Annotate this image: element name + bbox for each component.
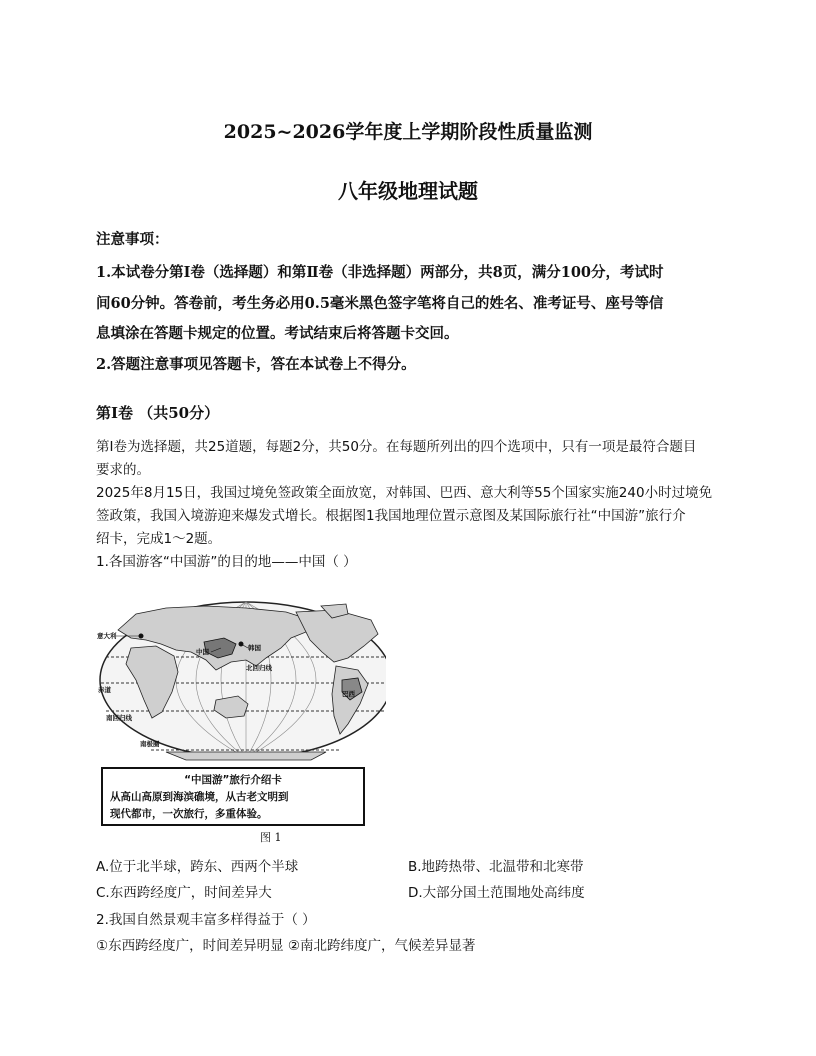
question-2-line-1: ①东西跨经度广，时间差异明显 ②南北跨纬度广，气候差异显著 [96,938,476,954]
figure-1-world-map [96,600,386,848]
label-equator: 赤道 [98,686,111,694]
label-tropic-of-cancer: 北回归线 [246,664,272,672]
question-1-stem: 1.各国游客“中国游”的目的地——中国（ ） [96,554,357,570]
section-1-heading: 第Ⅰ卷 （共50分） [96,404,220,422]
passage-line-1: 2025年8月15日，我国过境免签政策全面放宽，对韩国、巴西、意大利等55个国家实施240小时过境免 [96,485,713,501]
option-b: B.地跨热带、北温带和北寒带 [408,859,584,875]
option-d: D.大部分国土范围地处高纬度 [408,885,585,901]
exam-subtitle: 八年级地理试题 [338,179,478,203]
label-italy: 意大利 [97,632,117,640]
passage-line-2: 签政策，我国入境游迎来爆发式增长。根据图1我国地理位置示意图及某国际旅行社“中国游”旅行介 [96,508,686,524]
section-1-intro [96,436,726,574]
notice-item-1 [96,258,726,380]
option-a: A.位于北半球，跨东、西两个半球 [96,859,299,875]
label-tropic-of-capricorn: 南回归线 [106,714,132,722]
figure-1-caption: 图 1 [260,831,282,844]
notice-item-1-line-2: 间60分钟。答卷前，考生务必用0.5毫米黑色签字笔将自己的姓名、准考证号、座号等信 [96,294,664,312]
label-korea: 韩国 [248,644,261,652]
notice-section [96,225,726,256]
notice-item-2: 2.答题注意事项见答题卡，答在本试卷上不得分。 [96,355,416,373]
notice-item-1-line-3: 息填涂在答题卡规定的位置。考试结束后将答题卡交回。 [96,325,459,342]
intro-line-1: 第Ⅰ卷为选择题，共25道题，每题2分，共50分。在每题所列出的四个选项中，只有一项是最符合题目 [96,439,697,455]
travel-card-line-1: 从高山高原到海滨礁境，从古老文明到 [110,791,289,803]
notice-item-1-line-1: 1.本试卷分第Ⅰ卷（选择题）和第Ⅱ卷（非选择题）两部分，共8页，满分100分，考试时 [96,264,664,281]
travel-card-line-2: 现代都市，一次旅行，多重体验。 [110,808,268,820]
intro-line-2: 要求的。 [96,462,150,478]
passage-line-3: 绍卡，完成1～2题。 [96,531,222,547]
exam-title: 2025~2026学年度上学期阶段性质量监测 [223,121,593,143]
label-brazil: 巴西 [342,690,355,698]
label-china: 中国 [196,648,209,656]
travel-card-title: “中国游”旅行介绍卡 [184,774,282,786]
notice-heading: 注意事项： [96,231,169,248]
question-2-stem: 2.我国自然景观丰富多样得益于（ ） [96,912,316,928]
option-c: C.东西跨经度广，时间差异大 [96,885,272,901]
antarctica-shape [166,752,326,760]
label-antarctic-circle: 南极圈 [140,740,160,748]
